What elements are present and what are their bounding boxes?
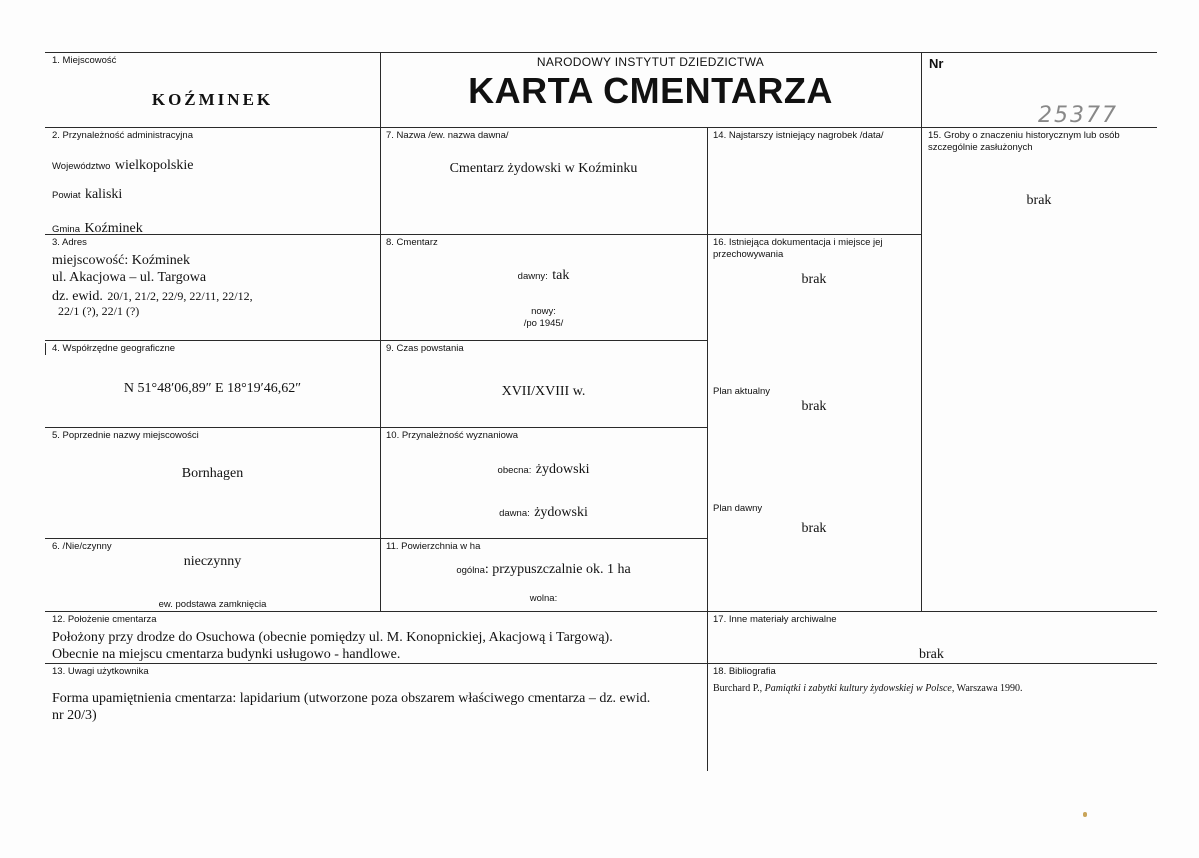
col-divider-1 [380,52,381,611]
new-cemetery-label: nowy: [531,306,556,317]
row-divider-7 [45,663,1157,664]
active-status-value: nieczynny [183,554,242,569]
commune-row [52,219,143,237]
area-free-label: wolna: [529,593,558,604]
closure-note: ew. podstawa zamknięcia [158,599,267,610]
card-title: KARTA CMENTARZA [468,70,833,111]
row-divider-2 [45,234,921,235]
address-line-1: miejscowość: Koźminek [52,253,191,268]
county-value: kaliski [84,187,123,202]
cemetery-name-value: Cmentarz żydowski w Koźminku [449,161,638,176]
documentation-value: brak [801,272,827,287]
bib-rest: , Warszawa 1990. [951,683,1023,694]
former-religion-value: żydowski [534,505,588,520]
old-cemetery-row [380,266,707,284]
address-line-3 [52,287,253,305]
field4-label: 4. Współrzędne geograficzne [52,343,176,354]
field11-label: 11. Powierzchnia w ha [386,541,481,552]
field14-label: 14. Najstarszy istniejący nagrobek /data/ [713,130,884,141]
commune-label: Gmina [52,224,80,235]
former-religion-label: dawna: [499,508,530,519]
plan-old-label: Plan dawny [713,503,763,514]
field15-label-1: 15. Groby o znaczeniu historycznym lub osób [928,130,1120,141]
left-tick [45,343,46,355]
voivodeship-label: Województwo [52,161,111,172]
top-border [45,52,1157,53]
county-row [52,185,122,203]
plan-old-value: brak [801,521,827,536]
col-divider-2 [707,127,708,771]
nr-label: Nr [929,56,944,71]
field12-label: 12. Położenie cmentarza [52,614,157,625]
commune-value: Koźminek [84,221,143,236]
former-religion-row [380,503,707,521]
locality-name: KOŹMINEK [151,90,274,109]
field18-label: 18. Bibliografia [713,666,776,677]
field17-label: 17. Inne materiały archiwalne [713,614,837,625]
user-notes-line-1: Forma upamiętnienia cmentarza: lapidarium (utworzone poza obszarem właściwego cmentarza – dz. ewid. [52,691,651,706]
bib-author: Burchard P., [713,683,765,694]
field13-label: 13. Uwagi użytkownika [52,666,149,677]
parcel-numbers: 20/1, 21/2, 22/9, 22/11, 22/12, [107,289,253,303]
col-divider-3 [921,52,922,611]
area-total-label: ogólna [456,565,485,576]
area-total-row [380,560,707,578]
voivodeship-value: wielkopolskie [114,158,194,173]
plan-current-value: brak [801,399,827,414]
field8-label: 8. Cmentarz [386,237,438,248]
historic-graves-value: brak [1026,193,1052,208]
current-religion-value: żydowski [535,462,590,477]
address-line-2: ul. Akacjowa – ul. Targowa [52,270,207,285]
county-label: Powiat [52,190,81,201]
location-line-1: Położony przy drodze do Osuchowa (obecnie pomiędzy ul. M. Konopnickiej, Akacjową i Targową). [52,630,613,645]
bib-title: Pamiątki i zabytki kultury żydowskiej w Polsce [764,683,952,694]
field7-label: 7. Nazwa /ew. nazwa dawna/ [386,130,509,141]
former-names-value: Bornhagen [181,466,244,481]
current-religion-label: obecna: [497,465,532,476]
field2-label: 2. Przynależność administracyjna [52,130,193,141]
row-divider-4 [45,427,707,428]
founding-time-value: XVII/XVIII w. [501,384,586,399]
row-divider-3 [45,340,707,341]
archival-materials-value: brak [919,647,944,662]
field5-label: 5. Poprzednie nazwy miejscowości [52,430,199,441]
scan-speck [1083,812,1087,817]
plan-current-label: Plan aktualny [713,386,771,397]
voivodeship-row [52,156,193,174]
field1-label: 1. Miejscowość [52,55,117,66]
row-divider-6 [45,611,1157,612]
old-cemetery-value: tak [552,268,570,283]
field10-label: 10. Przynależność wyznaniowa [386,430,519,441]
area-total-value: : przypuszczalnie ok. 1 ha [484,562,631,577]
new-cemetery-sub: /po 1945/ [523,318,564,329]
location-line-2: Obecnie na miejscu cmentarza budynki usługowo - handlowe. [52,647,401,662]
coordinates-value: N 51°48′06,89″ E 18°19′46,62″ [123,381,302,396]
address-line-4: 22/1 (?), 22/1 (?) [58,304,140,318]
old-cemetery-label: dawny: [517,271,548,282]
parcel-prefix: dz. ewid. [52,289,103,304]
field16-label-1: 16. Istniejąca dokumentacja i miejsce jej [713,237,883,248]
handwritten-number: 25377 [1038,103,1118,128]
row-divider-1 [45,127,1157,128]
institute-name: NARODOWY INSTYTUT DZIEDZICTWA [536,55,765,69]
current-religion-row [380,460,707,478]
field15-label-2: szczególnie zasłużonych [928,142,1033,153]
field3-label: 3. Adres [52,237,87,248]
row-divider-5 [45,538,707,539]
field6-label: 6. /Nie/czynny [52,541,112,552]
user-notes-line-2: nr 20/3) [52,708,97,723]
field9-label: 9. Czas powstania [386,343,464,354]
bibliography-entry [713,683,1023,694]
field16-label-2: przechowywania [713,249,784,260]
